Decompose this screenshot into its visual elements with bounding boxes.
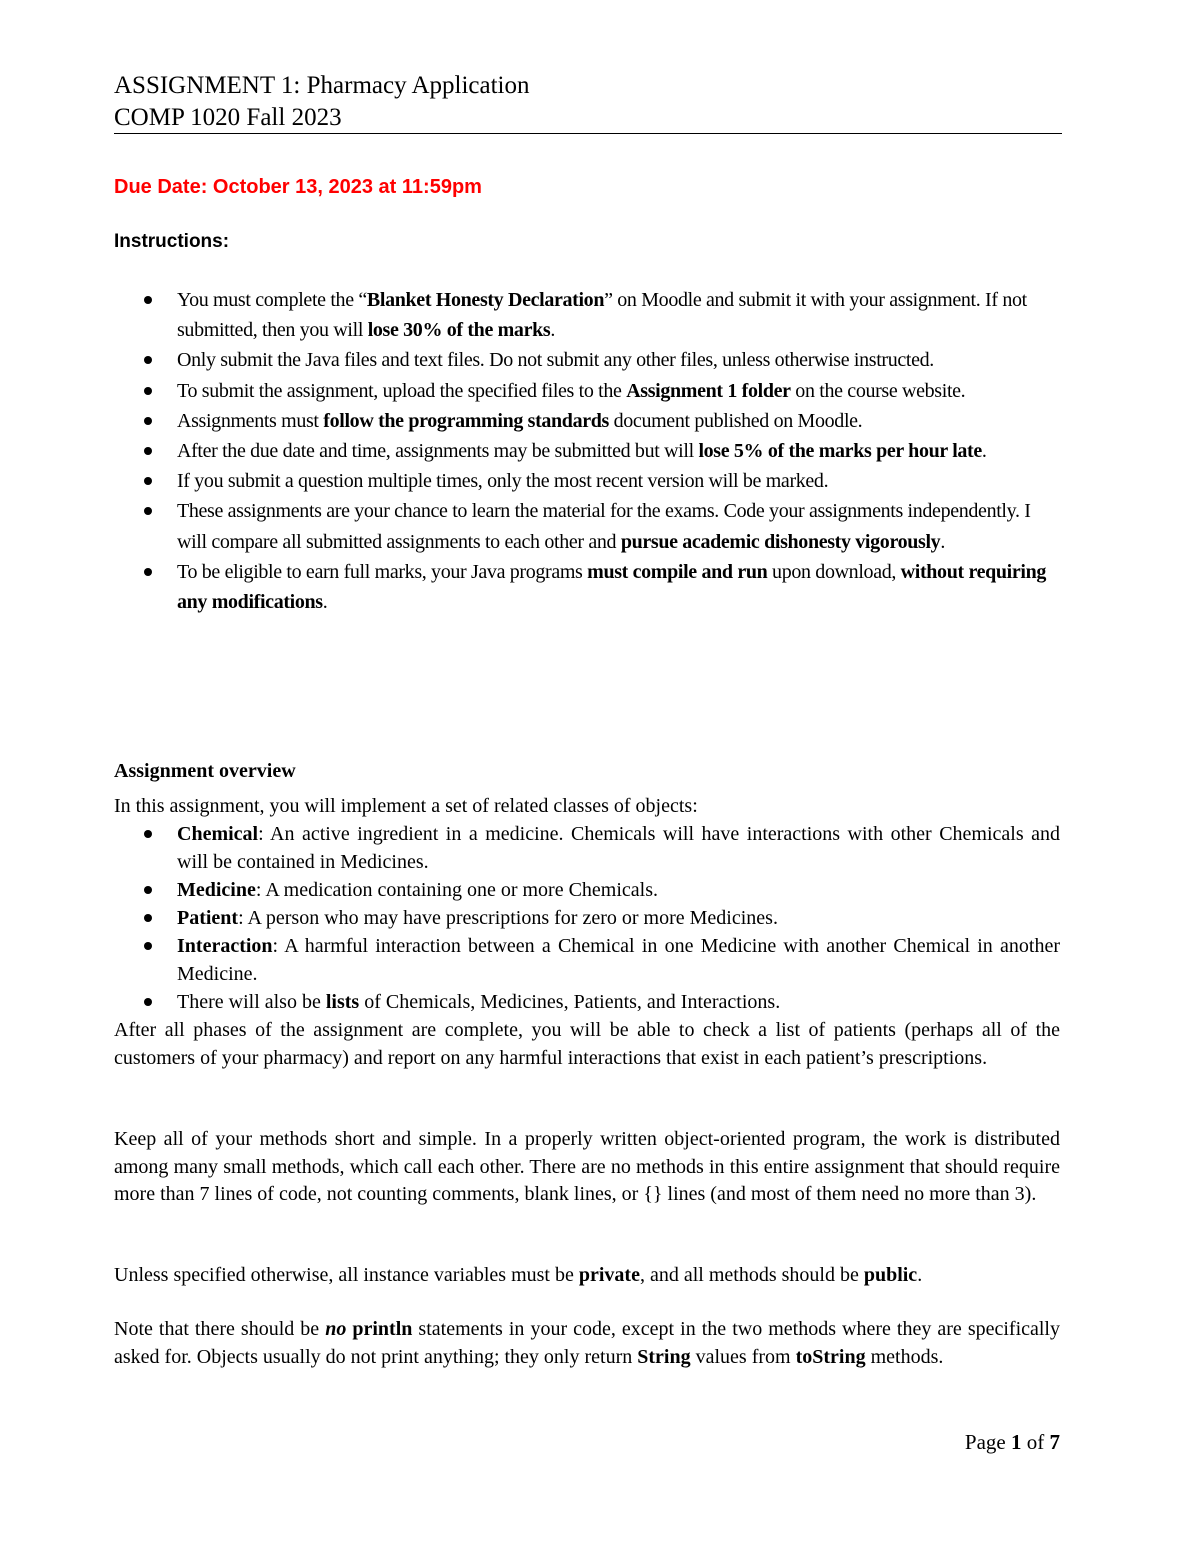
list-item: Chemical: An active ingredient in a medicine. Chemicals will have interactions with other Chemicals and will be contained in Medicines.	[114, 820, 1060, 876]
page-number: Page 1 of 7	[964, 1430, 1060, 1454]
list-item: Only submit the Java files and text files. Do not submit any other files, unless otherwise instructed.	[114, 345, 1062, 375]
list-item: There will also be lists of Chemicals, Medicines, Patients, and Interactions.	[114, 988, 1060, 1016]
list-item: Patient: A person who may have prescriptions for zero or more Medicines.	[114, 904, 1060, 932]
due-date: Due Date: October 13, 2023 at 11:59pm	[114, 176, 482, 198]
list-item: Assignments must follow the programming standards document published on Moodle.	[114, 406, 1062, 436]
list-item: After the due date and time, assignments may be submitted but will lose 5% of the marks per hour late.	[114, 436, 1062, 466]
overview-heading: Assignment overview	[114, 760, 296, 782]
private-paragraph: Unless specified otherwise, all instance variables must be private, and all methods should be public.	[114, 1264, 923, 1286]
list-item: These assignments are your chance to learn the material for the exams. Code your assignments independently. I will compare all submitted assignments to each other and pursue academic dishonesty vigorously.	[114, 496, 1062, 556]
course-title: COMP 1020 Fall 2023	[114, 104, 342, 131]
list-item: Medicine: A medication containing one or more Chemicals.	[114, 876, 1060, 904]
list-item: Interaction: A harmful interaction between a Chemical in one Medicine with another Chemical in another Medicine.	[114, 932, 1060, 988]
header-rule	[114, 133, 1062, 134]
assignment-title: ASSIGNMENT 1: Pharmacy Application	[114, 72, 530, 99]
println-paragraph: Note that there should be no println statements in your code, except in the two methods where they are specifically asked for. Objects usually do not print anything; they only return String values from toString methods.	[114, 1318, 1060, 1368]
list-item: If you submit a question multiple times, only the most recent version will be marked.	[114, 466, 1062, 496]
instructions-list	[114, 285, 1062, 617]
list-item: To be eligible to earn full marks, your Java programs must compile and run upon download, without requiring any modifications.	[114, 557, 1062, 617]
list-item: To submit the assignment, upload the specified files to the Assignment 1 folder on the course website.	[114, 376, 1062, 406]
overview-after-paragraph: After all phases of the assignment are complete, you will be able to check a list of patients (perhaps all of the customers of your pharmacy) and report on any harmful interactions that exist in each patient’s prescriptions.	[114, 1019, 1060, 1069]
methods-paragraph: Keep all of your methods short and simple. In a properly written object-oriented program, the work is distributed among many small methods, which call each other. There are no methods in this entire assignment that should require more than 7 lines of code, not counting comments, blank lines, or {} lines (and most of them need no more than 3).	[114, 1128, 1060, 1206]
list-item: You must complete the “Blanket Honesty Declaration” on Moodle and submit it with your assignment. If not submitted, then you will lose 30% of the marks.	[114, 285, 1062, 345]
class-list	[114, 820, 1060, 1016]
overview-intro: In this assignment, you will implement a set of related classes of objects:	[114, 795, 698, 817]
instructions-heading: Instructions:	[114, 231, 230, 252]
document-header	[114, 70, 1062, 134]
